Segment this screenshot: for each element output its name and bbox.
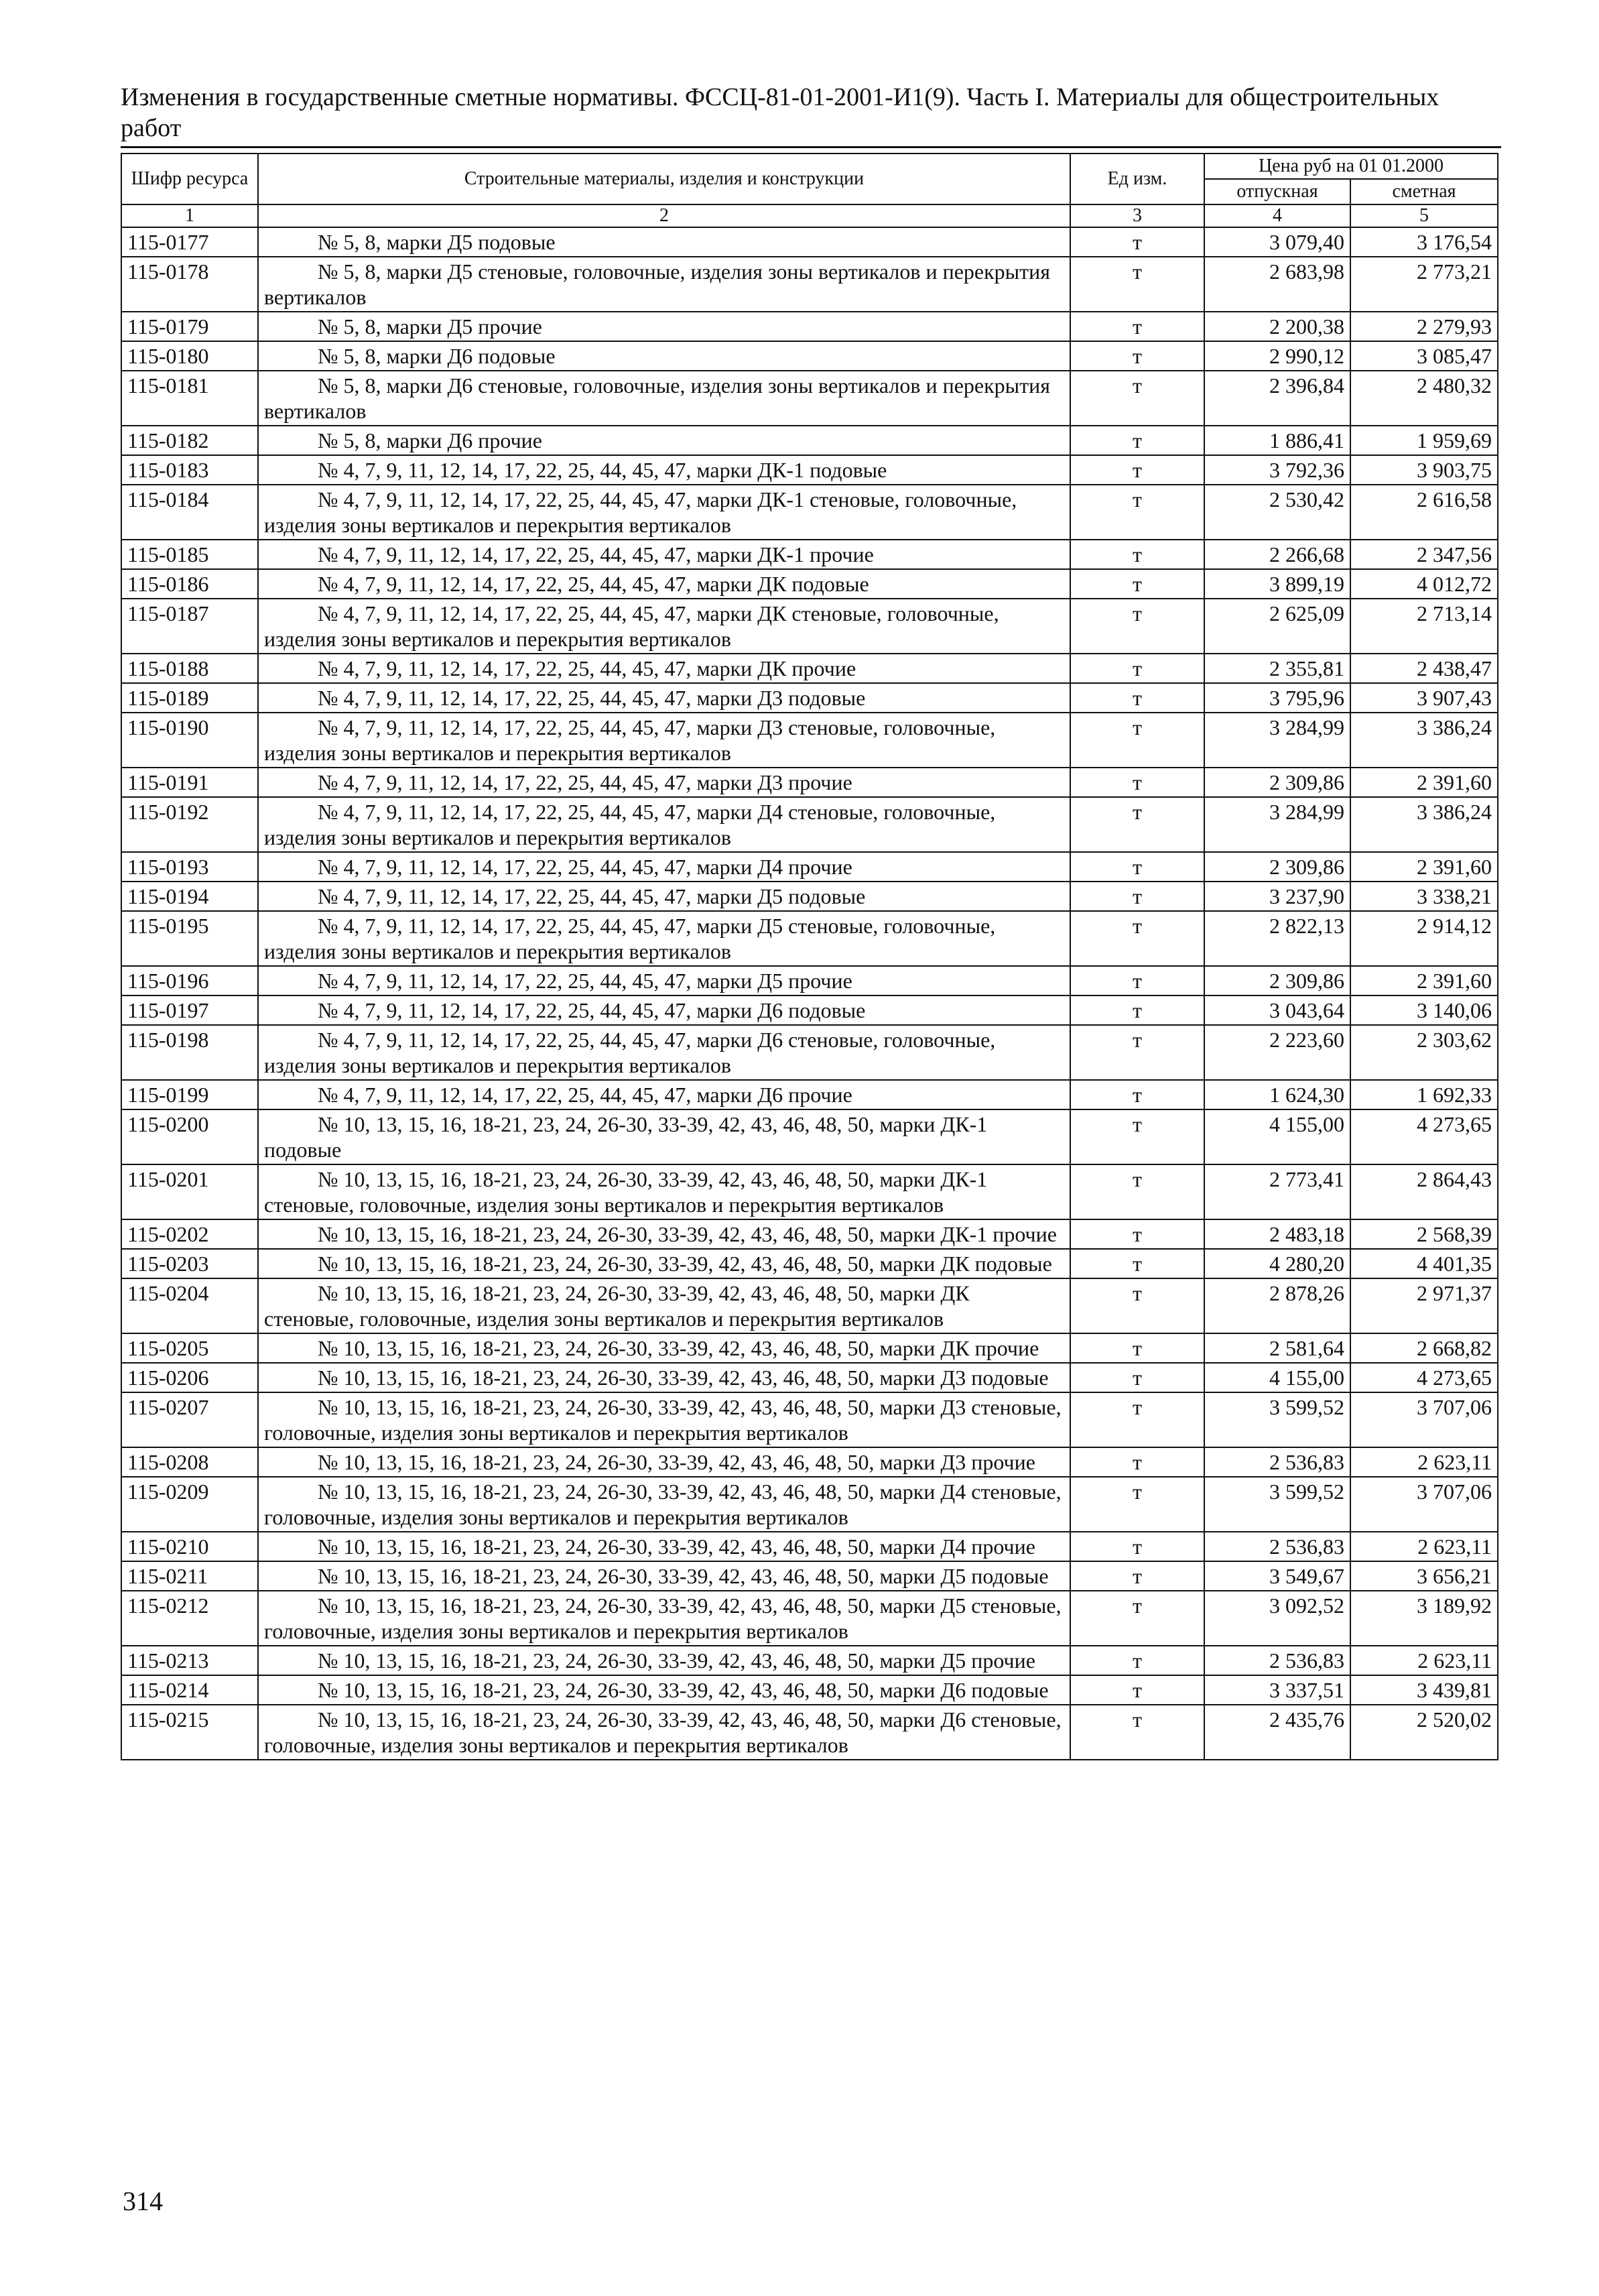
price-table bbox=[121, 153, 1498, 1760]
table-row bbox=[121, 882, 1498, 911]
estimate-price: 3 439,81 bbox=[1350, 1675, 1498, 1705]
resource-code: 115-0178 bbox=[121, 257, 258, 312]
unit-of-measure: т bbox=[1070, 1646, 1204, 1675]
table-row bbox=[121, 1219, 1498, 1249]
material-description: № 4, 7, 9, 11, 12, 14, 17, 22, 25, 44, 45, 47, марки ДК-1 прочие bbox=[258, 540, 1070, 569]
release-price: 2 773,41 bbox=[1204, 1164, 1350, 1219]
unit-of-measure: т bbox=[1070, 1477, 1204, 1532]
material-description: № 4, 7, 9, 11, 12, 14, 17, 22, 25, 44, 45, 47, марки Д3 стеновые, головочные, изделия зоны вертикалов и перекрытия вертикалов bbox=[258, 713, 1070, 768]
resource-code: 115-0193 bbox=[121, 852, 258, 882]
material-description: № 4, 7, 9, 11, 12, 14, 17, 22, 25, 44, 45, 47, марки Д3 подовые bbox=[258, 683, 1070, 713]
release-price: 3 284,99 bbox=[1204, 797, 1350, 852]
material-description: № 5, 8, марки Д6 прочие bbox=[258, 426, 1070, 455]
material-description: № 10, 13, 15, 16, 18-21, 23, 24, 26-30, 33-39, 42, 43, 46, 48, 50, марки ДК прочие bbox=[258, 1333, 1070, 1363]
release-price: 4 155,00 bbox=[1204, 1363, 1350, 1392]
material-description: № 10, 13, 15, 16, 18-21, 23, 24, 26-30, 33-39, 42, 43, 46, 48, 50, марки Д6 подовые bbox=[258, 1675, 1070, 1705]
release-price: 3 599,52 bbox=[1204, 1392, 1350, 1447]
unit-of-measure: т bbox=[1070, 768, 1204, 797]
estimate-price: 2 480,32 bbox=[1350, 371, 1498, 426]
estimate-price: 3 707,06 bbox=[1350, 1392, 1498, 1447]
resource-code: 115-0205 bbox=[121, 1333, 258, 1363]
material-description: № 4, 7, 9, 11, 12, 14, 17, 22, 25, 44, 45, 47, марки Д5 стеновые, головочные, изделия зоны вертикалов и перекрытия вертикалов bbox=[258, 911, 1070, 966]
unit-of-measure: т bbox=[1070, 911, 1204, 966]
release-price: 3 284,99 bbox=[1204, 713, 1350, 768]
resource-code: 115-0204 bbox=[121, 1278, 258, 1333]
estimate-price: 4 273,65 bbox=[1350, 1109, 1498, 1164]
release-price: 2 878,26 bbox=[1204, 1278, 1350, 1333]
unit-of-measure: т bbox=[1070, 1447, 1204, 1477]
table-row bbox=[121, 312, 1498, 341]
release-price: 3 092,52 bbox=[1204, 1591, 1350, 1646]
material-description: № 10, 13, 15, 16, 18-21, 23, 24, 26-30, 33-39, 42, 43, 46, 48, 50, марки ДК-1 прочие bbox=[258, 1219, 1070, 1249]
resource-code: 115-0186 bbox=[121, 569, 258, 599]
resource-code: 115-0202 bbox=[121, 1219, 258, 1249]
resource-code: 115-0179 bbox=[121, 312, 258, 341]
table-row bbox=[121, 911, 1498, 966]
release-price: 2 530,42 bbox=[1204, 485, 1350, 540]
table-row bbox=[121, 1591, 1498, 1646]
estimate-price: 2 616,58 bbox=[1350, 485, 1498, 540]
unit-of-measure: т bbox=[1070, 1333, 1204, 1363]
material-description: № 10, 13, 15, 16, 18-21, 23, 24, 26-30, 33-39, 42, 43, 46, 48, 50, марки Д5 подовые bbox=[258, 1561, 1070, 1591]
estimate-price: 3 386,24 bbox=[1350, 713, 1498, 768]
resource-code: 115-0211 bbox=[121, 1561, 258, 1591]
release-price: 2 683,98 bbox=[1204, 257, 1350, 312]
header-materials: Строительные материалы, изделия и конструкции bbox=[258, 154, 1070, 204]
material-description: № 10, 13, 15, 16, 18-21, 23, 24, 26-30, 33-39, 42, 43, 46, 48, 50, марки Д6 стеновые, головочные, изделия зоны вертикалов и перекрытия вертикалов bbox=[258, 1705, 1070, 1760]
resource-code: 115-0181 bbox=[121, 371, 258, 426]
table-row bbox=[121, 768, 1498, 797]
header-code: Шифр ресурса bbox=[121, 154, 258, 204]
release-price: 3 237,90 bbox=[1204, 882, 1350, 911]
estimate-price: 2 347,56 bbox=[1350, 540, 1498, 569]
estimate-price: 2 773,21 bbox=[1350, 257, 1498, 312]
resource-code: 115-0215 bbox=[121, 1705, 258, 1760]
material-description: № 4, 7, 9, 11, 12, 14, 17, 22, 25, 44, 45, 47, марки ДК стеновые, головочные, изделия зоны вертикалов и перекрытия вертикалов bbox=[258, 599, 1070, 654]
estimate-price: 4 012,72 bbox=[1350, 569, 1498, 599]
material-description: № 4, 7, 9, 11, 12, 14, 17, 22, 25, 44, 45, 47, марки Д5 прочие bbox=[258, 966, 1070, 995]
resource-code: 115-0197 bbox=[121, 995, 258, 1025]
estimate-price: 3 176,54 bbox=[1350, 227, 1498, 257]
release-price: 4 280,20 bbox=[1204, 1249, 1350, 1278]
estimate-price: 2 520,02 bbox=[1350, 1705, 1498, 1760]
estimate-price: 3 338,21 bbox=[1350, 882, 1498, 911]
page-number: 314 bbox=[123, 2186, 163, 2216]
table-row bbox=[121, 1080, 1498, 1109]
table-row bbox=[121, 1025, 1498, 1080]
estimate-price: 4 401,35 bbox=[1350, 1249, 1498, 1278]
resource-code: 115-0183 bbox=[121, 455, 258, 485]
estimate-price: 2 668,82 bbox=[1350, 1333, 1498, 1363]
unit-of-measure: т bbox=[1070, 882, 1204, 911]
release-price: 2 309,86 bbox=[1204, 966, 1350, 995]
resource-code: 115-0196 bbox=[121, 966, 258, 995]
table-row bbox=[121, 227, 1498, 257]
table-row bbox=[121, 797, 1498, 852]
release-price: 2 223,60 bbox=[1204, 1025, 1350, 1080]
estimate-price: 2 438,47 bbox=[1350, 654, 1498, 683]
material-description: № 5, 8, марки Д5 прочие bbox=[258, 312, 1070, 341]
resource-code: 115-0195 bbox=[121, 911, 258, 966]
estimate-price: 2 623,11 bbox=[1350, 1447, 1498, 1477]
estimate-price: 3 707,06 bbox=[1350, 1477, 1498, 1532]
release-price: 2 536,83 bbox=[1204, 1646, 1350, 1675]
material-description: № 4, 7, 9, 11, 12, 14, 17, 22, 25, 44, 45, 47, марки Д6 подовые bbox=[258, 995, 1070, 1025]
estimate-price: 3 386,24 bbox=[1350, 797, 1498, 852]
estimate-price: 2 391,60 bbox=[1350, 768, 1498, 797]
unit-of-measure: т bbox=[1070, 1363, 1204, 1392]
material-description: № 5, 8, марки Д6 стеновые, головочные, изделия зоны вертикалов и перекрытия вертикалов bbox=[258, 371, 1070, 426]
estimate-price: 3 140,06 bbox=[1350, 995, 1498, 1025]
release-price: 2 483,18 bbox=[1204, 1219, 1350, 1249]
table-row bbox=[121, 540, 1498, 569]
estimate-price: 4 273,65 bbox=[1350, 1363, 1498, 1392]
unit-of-measure: т bbox=[1070, 1278, 1204, 1333]
header-unit: Ед изм. bbox=[1070, 154, 1204, 204]
release-price: 2 309,86 bbox=[1204, 852, 1350, 882]
resource-code: 115-0189 bbox=[121, 683, 258, 713]
unit-of-measure: т bbox=[1070, 1392, 1204, 1447]
table-row bbox=[121, 995, 1498, 1025]
estimate-price: 3 903,75 bbox=[1350, 455, 1498, 485]
estimate-price: 2 864,43 bbox=[1350, 1164, 1498, 1219]
material-description: № 4, 7, 9, 11, 12, 14, 17, 22, 25, 44, 45, 47, марки ДК прочие bbox=[258, 654, 1070, 683]
material-description: № 10, 13, 15, 16, 18-21, 23, 24, 26-30, 33-39, 42, 43, 46, 48, 50, марки Д3 стеновые, головочные, изделия зоны вертикалов и перекрытия вертикалов bbox=[258, 1392, 1070, 1447]
resource-code: 115-0206 bbox=[121, 1363, 258, 1392]
material-description: № 10, 13, 15, 16, 18-21, 23, 24, 26-30, 33-39, 42, 43, 46, 48, 50, марки Д3 прочие bbox=[258, 1447, 1070, 1477]
unit-of-measure: т bbox=[1070, 995, 1204, 1025]
unit-of-measure: т bbox=[1070, 1532, 1204, 1561]
release-price: 2 355,81 bbox=[1204, 654, 1350, 683]
material-description: № 10, 13, 15, 16, 18-21, 23, 24, 26-30, 33-39, 42, 43, 46, 48, 50, марки Д5 прочие bbox=[258, 1646, 1070, 1675]
estimate-price: 3 907,43 bbox=[1350, 683, 1498, 713]
release-price: 2 200,38 bbox=[1204, 312, 1350, 341]
unit-of-measure: т bbox=[1070, 227, 1204, 257]
estimate-price: 2 623,11 bbox=[1350, 1646, 1498, 1675]
table-row bbox=[121, 654, 1498, 683]
table-row bbox=[121, 1363, 1498, 1392]
column-number: 2 bbox=[258, 204, 1070, 227]
material-description: № 5, 8, марки Д6 подовые bbox=[258, 341, 1070, 371]
material-description: № 4, 7, 9, 11, 12, 14, 17, 22, 25, 44, 45, 47, марки Д4 прочие bbox=[258, 852, 1070, 882]
release-price: 3 792,36 bbox=[1204, 455, 1350, 485]
release-price: 2 266,68 bbox=[1204, 540, 1350, 569]
unit-of-measure: т bbox=[1070, 540, 1204, 569]
table-row bbox=[121, 1164, 1498, 1219]
table-row bbox=[121, 1249, 1498, 1278]
column-number: 5 bbox=[1350, 204, 1498, 227]
resource-code: 115-0212 bbox=[121, 1591, 258, 1646]
resource-code: 115-0192 bbox=[121, 797, 258, 852]
unit-of-measure: т bbox=[1070, 426, 1204, 455]
unit-of-measure: т bbox=[1070, 341, 1204, 371]
table-row bbox=[121, 1109, 1498, 1164]
table-row bbox=[121, 1333, 1498, 1363]
material-description: № 4, 7, 9, 11, 12, 14, 17, 22, 25, 44, 45, 47, марки Д5 подовые bbox=[258, 882, 1070, 911]
estimate-price: 2 623,11 bbox=[1350, 1532, 1498, 1561]
table-row bbox=[121, 1477, 1498, 1532]
release-price: 3 599,52 bbox=[1204, 1477, 1350, 1532]
release-price: 2 822,13 bbox=[1204, 911, 1350, 966]
column-number: 1 bbox=[121, 204, 258, 227]
release-price: 2 625,09 bbox=[1204, 599, 1350, 654]
estimate-price: 3 085,47 bbox=[1350, 341, 1498, 371]
material-description: № 4, 7, 9, 11, 12, 14, 17, 22, 25, 44, 45, 47, марки Д3 прочие bbox=[258, 768, 1070, 797]
header-estimate-price: сметная bbox=[1350, 179, 1498, 204]
release-price: 3 899,19 bbox=[1204, 569, 1350, 599]
material-description: № 10, 13, 15, 16, 18-21, 23, 24, 26-30, 33-39, 42, 43, 46, 48, 50, марки ДК-1 стеновые, головочные, изделия зоны вертикалов и перекрытия вертикалов bbox=[258, 1164, 1070, 1219]
column-number: 4 bbox=[1204, 204, 1350, 227]
resource-code: 115-0210 bbox=[121, 1532, 258, 1561]
release-price: 2 396,84 bbox=[1204, 371, 1350, 426]
estimate-price: 2 303,62 bbox=[1350, 1025, 1498, 1080]
resource-code: 115-0194 bbox=[121, 882, 258, 911]
resource-code: 115-0187 bbox=[121, 599, 258, 654]
estimate-price: 2 713,14 bbox=[1350, 599, 1498, 654]
estimate-price: 1 692,33 bbox=[1350, 1080, 1498, 1109]
unit-of-measure: т bbox=[1070, 1561, 1204, 1591]
release-price: 3 337,51 bbox=[1204, 1675, 1350, 1705]
resource-code: 115-0191 bbox=[121, 768, 258, 797]
unit-of-measure: т bbox=[1070, 797, 1204, 852]
resource-code: 115-0207 bbox=[121, 1392, 258, 1447]
unit-of-measure: т bbox=[1070, 713, 1204, 768]
table-row bbox=[121, 1646, 1498, 1675]
unit-of-measure: т bbox=[1070, 654, 1204, 683]
unit-of-measure: т bbox=[1070, 257, 1204, 312]
material-description: № 10, 13, 15, 16, 18-21, 23, 24, 26-30, 33-39, 42, 43, 46, 48, 50, марки Д5 стеновые, головочные, изделия зоны вертикалов и перекрытия вертикалов bbox=[258, 1591, 1070, 1646]
resource-code: 115-0213 bbox=[121, 1646, 258, 1675]
unit-of-measure: т bbox=[1070, 371, 1204, 426]
resource-code: 115-0198 bbox=[121, 1025, 258, 1080]
unit-of-measure: т bbox=[1070, 1109, 1204, 1164]
resource-code: 115-0209 bbox=[121, 1477, 258, 1532]
release-price: 2 309,86 bbox=[1204, 768, 1350, 797]
document-header: Изменения в государственные сметные нормативы. ФССЦ-81-01-2001-И1(9). Часть I. Материалы для общестроительных работ bbox=[121, 83, 1440, 142]
estimate-price: 2 568,39 bbox=[1350, 1219, 1498, 1249]
column-numbers-row bbox=[121, 204, 1498, 227]
unit-of-measure: т bbox=[1070, 1025, 1204, 1080]
material-description: № 4, 7, 9, 11, 12, 14, 17, 22, 25, 44, 45, 47, марки Д6 прочие bbox=[258, 1080, 1070, 1109]
material-description: № 10, 13, 15, 16, 18-21, 23, 24, 26-30, 33-39, 42, 43, 46, 48, 50, марки Д4 стеновые, головочные, изделия зоны вертикалов и перекрытия вертикалов bbox=[258, 1477, 1070, 1532]
table-row bbox=[121, 599, 1498, 654]
material-description: № 4, 7, 9, 11, 12, 14, 17, 22, 25, 44, 45, 47, марки ДК-1 подовые bbox=[258, 455, 1070, 485]
column-number: 3 bbox=[1070, 204, 1204, 227]
unit-of-measure: т bbox=[1070, 1675, 1204, 1705]
resource-code: 115-0184 bbox=[121, 485, 258, 540]
material-description: № 4, 7, 9, 11, 12, 14, 17, 22, 25, 44, 45, 47, марки Д4 стеновые, головочные, изделия зоны вертикалов и перекрытия вертикалов bbox=[258, 797, 1070, 852]
material-description: № 10, 13, 15, 16, 18-21, 23, 24, 26-30, 33-39, 42, 43, 46, 48, 50, марки ДК-1 подовые bbox=[258, 1109, 1070, 1164]
unit-of-measure: т bbox=[1070, 1219, 1204, 1249]
resource-code: 115-0182 bbox=[121, 426, 258, 455]
material-description: № 10, 13, 15, 16, 18-21, 23, 24, 26-30, 33-39, 42, 43, 46, 48, 50, марки ДК подовые bbox=[258, 1249, 1070, 1278]
header-price-group: Цена руб на 01 01.2000 bbox=[1204, 154, 1498, 179]
unit-of-measure: т bbox=[1070, 569, 1204, 599]
material-description: № 10, 13, 15, 16, 18-21, 23, 24, 26-30, 33-39, 42, 43, 46, 48, 50, марки Д4 прочие bbox=[258, 1532, 1070, 1561]
resource-code: 115-0214 bbox=[121, 1675, 258, 1705]
material-description: № 5, 8, марки Д5 подовые bbox=[258, 227, 1070, 257]
table-row bbox=[121, 569, 1498, 599]
table-row bbox=[121, 1392, 1498, 1447]
release-price: 3 795,96 bbox=[1204, 683, 1350, 713]
release-price: 1 886,41 bbox=[1204, 426, 1350, 455]
table-row bbox=[121, 683, 1498, 713]
table-row bbox=[121, 1447, 1498, 1477]
unit-of-measure: т bbox=[1070, 455, 1204, 485]
resource-code: 115-0200 bbox=[121, 1109, 258, 1164]
resource-code: 115-0208 bbox=[121, 1447, 258, 1477]
estimate-price: 2 971,37 bbox=[1350, 1278, 1498, 1333]
unit-of-measure: т bbox=[1070, 1591, 1204, 1646]
release-price: 2 435,76 bbox=[1204, 1705, 1350, 1760]
table-row bbox=[121, 1675, 1498, 1705]
estimate-price: 2 391,60 bbox=[1350, 852, 1498, 882]
unit-of-measure: т bbox=[1070, 966, 1204, 995]
release-price: 4 155,00 bbox=[1204, 1109, 1350, 1164]
table-row bbox=[121, 966, 1498, 995]
resource-code: 115-0203 bbox=[121, 1249, 258, 1278]
release-price: 3 549,67 bbox=[1204, 1561, 1350, 1591]
material-description: № 4, 7, 9, 11, 12, 14, 17, 22, 25, 44, 45, 47, марки Д6 стеновые, головочные, изделия зоны вертикалов и перекрытия вертикалов bbox=[258, 1025, 1070, 1080]
release-price: 2 581,64 bbox=[1204, 1333, 1350, 1363]
release-price: 3 043,64 bbox=[1204, 995, 1350, 1025]
estimate-price: 3 656,21 bbox=[1350, 1561, 1498, 1591]
table-row bbox=[121, 713, 1498, 768]
unit-of-measure: т bbox=[1070, 312, 1204, 341]
table-row bbox=[121, 1561, 1498, 1591]
material-description: № 4, 7, 9, 11, 12, 14, 17, 22, 25, 44, 45, 47, марки ДК подовые bbox=[258, 569, 1070, 599]
table-row bbox=[121, 1705, 1498, 1760]
release-price: 1 624,30 bbox=[1204, 1080, 1350, 1109]
estimate-price: 2 914,12 bbox=[1350, 911, 1498, 966]
unit-of-measure: т bbox=[1070, 1080, 1204, 1109]
table-row bbox=[121, 852, 1498, 882]
unit-of-measure: т bbox=[1070, 852, 1204, 882]
unit-of-measure: т bbox=[1070, 1705, 1204, 1760]
resource-code: 115-0188 bbox=[121, 654, 258, 683]
table-row bbox=[121, 455, 1498, 485]
release-price: 2 990,12 bbox=[1204, 341, 1350, 371]
release-price: 3 079,40 bbox=[1204, 227, 1350, 257]
resource-code: 115-0177 bbox=[121, 227, 258, 257]
unit-of-measure: т bbox=[1070, 1249, 1204, 1278]
unit-of-measure: т bbox=[1070, 1164, 1204, 1219]
resource-code: 115-0201 bbox=[121, 1164, 258, 1219]
table-row bbox=[121, 485, 1498, 540]
estimate-price: 3 189,92 bbox=[1350, 1591, 1498, 1646]
table-row bbox=[121, 426, 1498, 455]
material-description: № 4, 7, 9, 11, 12, 14, 17, 22, 25, 44, 45, 47, марки ДК-1 стеновые, головочные, изделия зоны вертикалов и перекрытия вертикалов bbox=[258, 485, 1070, 540]
estimate-price: 1 959,69 bbox=[1350, 426, 1498, 455]
table-row bbox=[121, 1278, 1498, 1333]
table-row bbox=[121, 257, 1498, 312]
material-description: № 5, 8, марки Д5 стеновые, головочные, изделия зоны вертикалов и перекрытия вертикалов bbox=[258, 257, 1070, 312]
table-row bbox=[121, 1532, 1498, 1561]
resource-code: 115-0180 bbox=[121, 341, 258, 371]
estimate-price: 2 279,93 bbox=[1350, 312, 1498, 341]
resource-code: 115-0199 bbox=[121, 1080, 258, 1109]
material-description: № 10, 13, 15, 16, 18-21, 23, 24, 26-30, 33-39, 42, 43, 46, 48, 50, марки ДК стеновые, головочные, изделия зоны вертикалов и перекрытия вертикалов bbox=[258, 1278, 1070, 1333]
release-price: 2 536,83 bbox=[1204, 1532, 1350, 1561]
unit-of-measure: т bbox=[1070, 683, 1204, 713]
unit-of-measure: т bbox=[1070, 485, 1204, 540]
resource-code: 115-0190 bbox=[121, 713, 258, 768]
estimate-price: 2 391,60 bbox=[1350, 966, 1498, 995]
release-price: 2 536,83 bbox=[1204, 1447, 1350, 1477]
header-release-price: отпускная bbox=[1204, 179, 1350, 204]
table-row bbox=[121, 371, 1498, 426]
material-description: № 10, 13, 15, 16, 18-21, 23, 24, 26-30, 33-39, 42, 43, 46, 48, 50, марки Д3 подовые bbox=[258, 1363, 1070, 1392]
unit-of-measure: т bbox=[1070, 599, 1204, 654]
resource-code: 115-0185 bbox=[121, 540, 258, 569]
header-rule bbox=[121, 146, 1501, 148]
table-row bbox=[121, 341, 1498, 371]
